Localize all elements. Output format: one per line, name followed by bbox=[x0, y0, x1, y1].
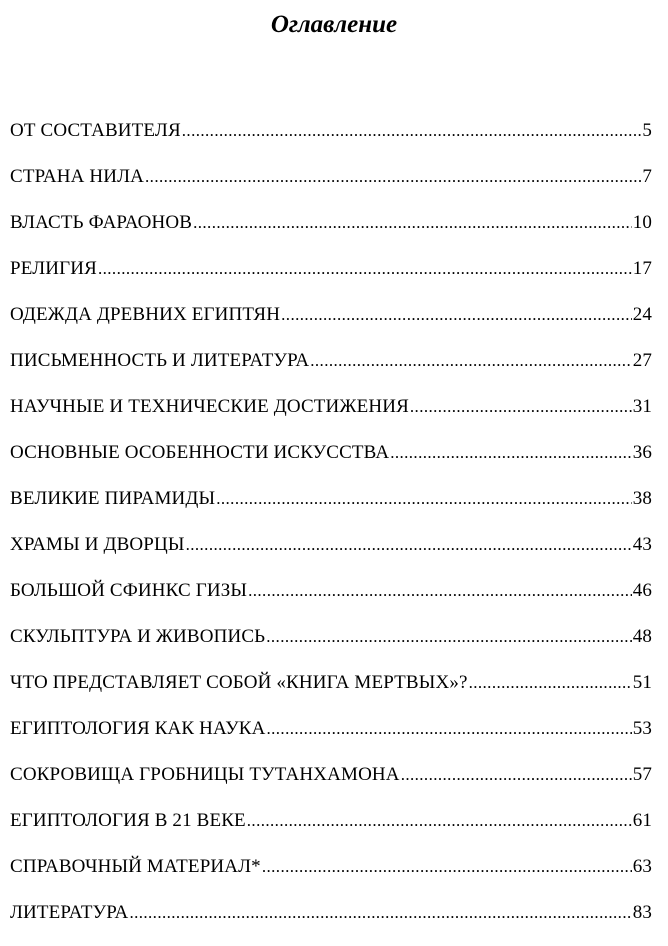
dot-leader bbox=[247, 808, 632, 834]
toc-entry[interactable] bbox=[10, 348, 652, 394]
toc-entry-page: 17 bbox=[632, 258, 652, 279]
dot-leader bbox=[266, 716, 631, 742]
toc-entry[interactable] bbox=[10, 762, 652, 808]
toc-entry[interactable] bbox=[10, 716, 652, 762]
dot-leader bbox=[216, 486, 631, 512]
toc-entry[interactable] bbox=[10, 808, 652, 854]
toc-entry[interactable] bbox=[10, 532, 652, 578]
toc-entry-page: 7 bbox=[642, 166, 652, 187]
toc-entry-page: 27 bbox=[632, 350, 652, 371]
dot-leader bbox=[186, 532, 632, 558]
toc-entry[interactable] bbox=[10, 256, 652, 302]
toc-entry-page: 61 bbox=[632, 810, 652, 831]
page-title: Оглавление bbox=[270, 11, 398, 38]
table-of-contents bbox=[10, 118, 652, 946]
toc-entry[interactable] bbox=[10, 394, 652, 440]
dot-leader bbox=[266, 624, 631, 650]
toc-entry-page: 48 bbox=[632, 626, 652, 647]
dot-leader bbox=[98, 256, 632, 282]
toc-entry-page: 53 bbox=[632, 718, 652, 739]
toc-entry[interactable] bbox=[10, 578, 652, 624]
toc-entry[interactable] bbox=[10, 900, 652, 946]
toc-entry[interactable] bbox=[10, 210, 652, 256]
toc-entry-title: ОТ СОСТАВИТЕЛЯ bbox=[10, 120, 181, 141]
toc-entry-title: СПРАВОЧНЫЙ МАТЕРИАЛ* bbox=[10, 856, 261, 877]
toc-entry-page: 10 bbox=[632, 212, 652, 233]
dot-leader bbox=[469, 670, 632, 696]
toc-entry-title: ОСНОВНЫЕ ОСОБЕННОСТИ ИСКУССТВА bbox=[10, 442, 390, 463]
toc-entry-title: ВЕЛИКИЕ ПИРАМИДЫ bbox=[10, 488, 216, 509]
toc-entry-title: БОЛЬШОЙ СФИНКС ГИЗЫ bbox=[10, 580, 248, 601]
toc-entry-page: 46 bbox=[632, 580, 652, 601]
toc-entry-page: 57 bbox=[632, 764, 652, 785]
toc-entry-title: ЧТО ПРЕДСТАВЛЯЕТ СОБОЙ «КНИГА МЕРТВЫХ»? bbox=[10, 672, 468, 693]
toc-entry-title: ЛИТЕРАТУРА bbox=[10, 902, 129, 923]
toc-entry-page: 43 bbox=[632, 534, 652, 555]
toc-entry[interactable] bbox=[10, 440, 652, 486]
dot-leader bbox=[145, 164, 641, 190]
toc-entry-title: ЕГИПТОЛОГИЯ КАК НАУКА bbox=[10, 718, 266, 739]
toc-entry-title: ОДЕЖДА ДРЕВНИХ ЕГИПТЯН bbox=[10, 304, 281, 325]
toc-entry[interactable] bbox=[10, 854, 652, 900]
dot-leader bbox=[262, 854, 632, 880]
toc-entry-page: 24 bbox=[632, 304, 652, 325]
toc-entry-page: 51 bbox=[632, 672, 652, 693]
dot-leader bbox=[410, 394, 632, 420]
toc-entry-title: НАУЧНЫЕ И ТЕХНИЧЕСКИЕ ДОСТИЖЕНИЯ bbox=[10, 396, 409, 417]
dot-leader bbox=[390, 440, 632, 466]
toc-entry-page: 31 bbox=[632, 396, 652, 417]
toc-entry-page: 83 bbox=[632, 902, 652, 923]
dot-leader bbox=[129, 900, 631, 926]
toc-entry-page: 36 bbox=[632, 442, 652, 463]
dot-leader bbox=[281, 302, 632, 328]
toc-entry[interactable] bbox=[10, 486, 652, 532]
toc-entry-title: ЕГИПТОЛОГИЯ В 21 ВЕКЕ bbox=[10, 810, 246, 831]
toc-entry[interactable] bbox=[10, 118, 652, 164]
toc-entry-title: РЕЛИГИЯ bbox=[10, 258, 97, 279]
toc-entry-title: ПИСЬМЕННОСТЬ И ЛИТЕРАТУРА bbox=[10, 350, 310, 371]
toc-entry-title: СТРАНА НИЛА bbox=[10, 166, 145, 187]
dot-leader bbox=[193, 210, 632, 236]
dot-leader bbox=[248, 578, 632, 604]
toc-entry-page: 63 bbox=[632, 856, 652, 877]
dot-leader bbox=[401, 762, 632, 788]
dot-leader bbox=[182, 118, 642, 144]
toc-entry[interactable] bbox=[10, 164, 652, 210]
toc-entry-title: ВЛАСТЬ ФАРАОНОВ bbox=[10, 212, 193, 233]
toc-entry-page: 5 bbox=[642, 120, 652, 141]
dot-leader bbox=[310, 348, 631, 374]
toc-entry[interactable] bbox=[10, 670, 652, 716]
toc-entry[interactable] bbox=[10, 302, 652, 348]
toc-entry-title: СКУЛЬПТУРА И ЖИВОПИСЬ bbox=[10, 626, 266, 647]
toc-entry-title: СОКРОВИЩА ГРОБНИЦЫ ТУТАНХАМОНА bbox=[10, 764, 400, 785]
toc-entry-page: 38 bbox=[632, 488, 652, 509]
toc-entry-title: ХРАМЫ И ДВОРЦЫ bbox=[10, 534, 185, 555]
toc-entry[interactable] bbox=[10, 624, 652, 670]
